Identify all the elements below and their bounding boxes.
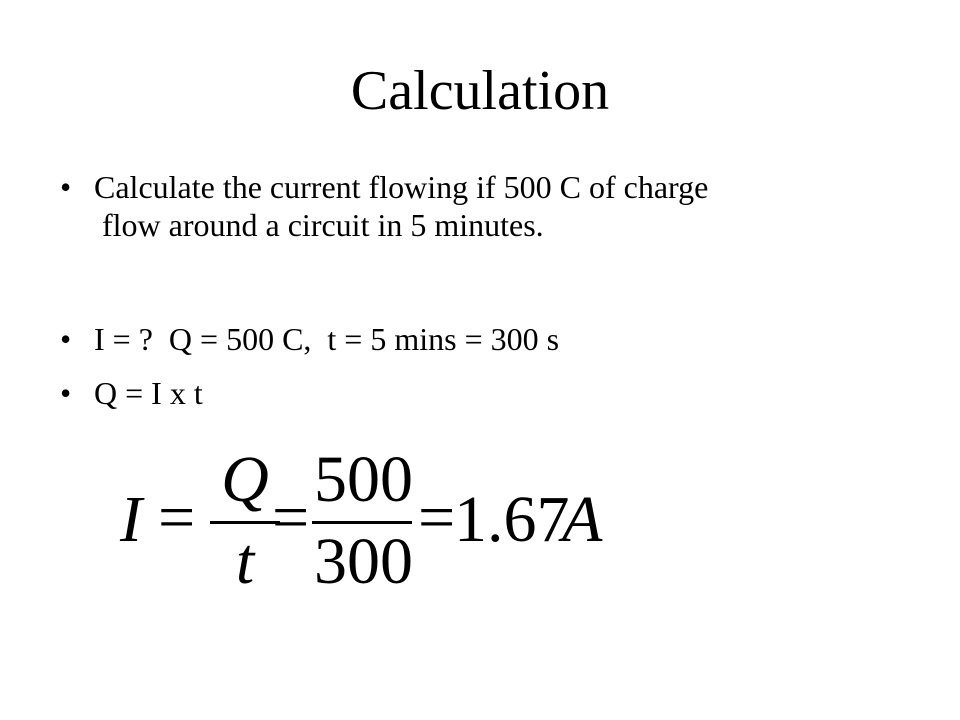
bullet-question-line-1: Calculate the current flowing if 500 C of charge [94,169,709,205]
bullet-question-text [94,168,894,244]
fraction-2-bar [312,521,412,524]
equation-result-unit: A [562,483,603,556]
equation-lhs: I [120,483,142,556]
bullet-marker: • [60,375,72,411]
bullet-question-line-2: flow around a circuit in 5 minutes. [102,207,544,243]
equation-equals-3: = [418,481,456,554]
equation-result-value: 1.67 [454,483,570,556]
fraction-1-bar [210,521,280,524]
slide-title: Calculation [350,60,610,122]
fraction-2-numerator: 500 [314,443,413,516]
fraction-1-numerator: Q [221,443,269,516]
equation-equals-1: = [158,481,196,554]
bullet-formula-text: Q = I x t [94,375,203,411]
bullet-marker: • [60,169,72,205]
bullet-marker: • [60,321,72,357]
fraction-2-denominator: 300 [314,525,413,598]
fraction-1-denominator: t [235,525,255,598]
bullet-given-values-text: I = ? Q = 500 C, t = 5 mins = 300 s [94,321,560,357]
equation-equals-2: = [272,481,310,554]
equation [110,443,630,598]
